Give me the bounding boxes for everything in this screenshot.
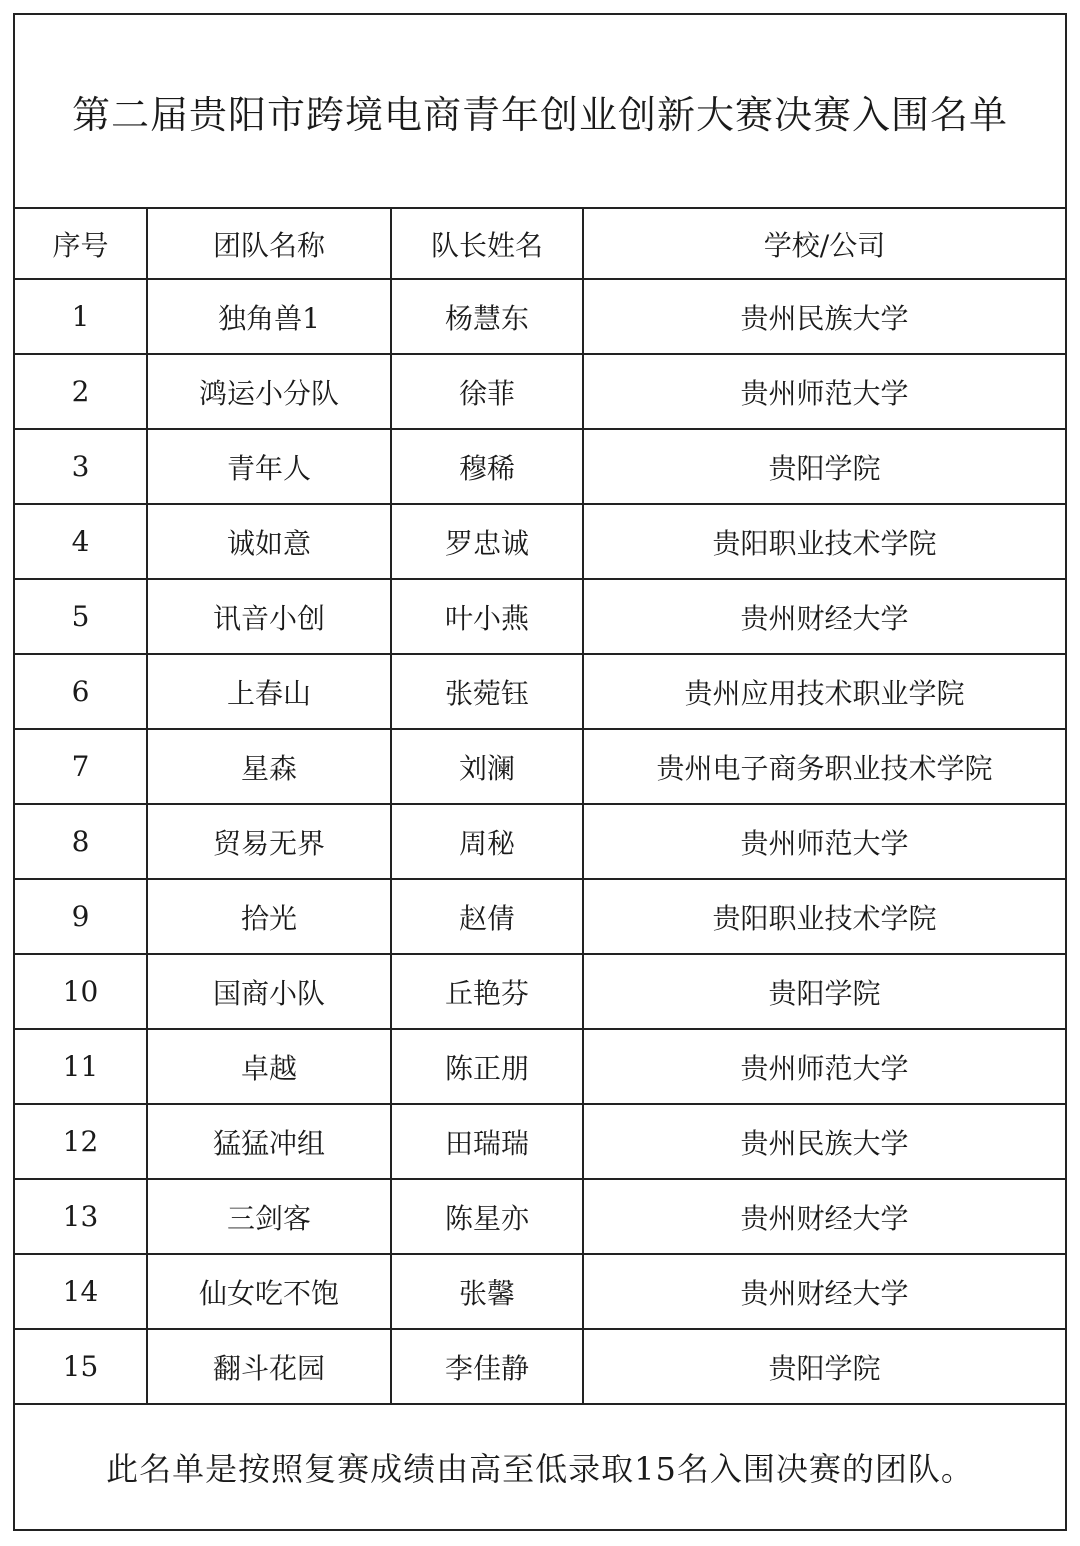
table-row xyxy=(15,804,1065,879)
cell-index: 7 xyxy=(15,729,147,804)
cell-team-name: 猛猛冲组 xyxy=(147,1104,391,1179)
cell-captain-name: 田瑞瑞 xyxy=(391,1104,583,1179)
cell-school-company: 贵阳学院 xyxy=(583,429,1065,504)
table-row xyxy=(15,1029,1065,1104)
cell-team-name: 鸿运小分队 xyxy=(147,354,391,429)
cell-school-company: 贵州师范大学 xyxy=(583,354,1065,429)
cell-index: 13 xyxy=(15,1179,147,1254)
cell-school-company: 贵州财经大学 xyxy=(583,1179,1065,1254)
cell-index: 3 xyxy=(15,429,147,504)
cell-team-name: 独角兽1 xyxy=(147,279,391,354)
document-title: 第二届贵阳市跨境电商青年创业创新大赛决赛入围名单 xyxy=(15,15,1065,209)
cell-school-company: 贵州民族大学 xyxy=(583,279,1065,354)
header-team-name: 团队名称 xyxy=(147,208,391,279)
cell-team-name: 翻斗花园 xyxy=(147,1329,391,1404)
header-school-company: 学校/公司 xyxy=(583,208,1065,279)
cell-index: 1 xyxy=(15,279,147,354)
cell-school-company: 贵州民族大学 xyxy=(583,1104,1065,1179)
table-row xyxy=(15,1104,1065,1179)
cell-school-company: 贵州师范大学 xyxy=(583,804,1065,879)
cell-team-name: 拾光 xyxy=(147,879,391,954)
table-row xyxy=(15,354,1065,429)
cell-team-name: 青年人 xyxy=(147,429,391,504)
cell-school-company: 贵州应用技术职业学院 xyxy=(583,654,1065,729)
cell-captain-name: 徐菲 xyxy=(391,354,583,429)
cell-captain-name: 张菀钰 xyxy=(391,654,583,729)
cell-index: 9 xyxy=(15,879,147,954)
cell-captain-name: 赵倩 xyxy=(391,879,583,954)
table-row xyxy=(15,279,1065,354)
cell-team-name: 上春山 xyxy=(147,654,391,729)
cell-school-company: 贵州师范大学 xyxy=(583,1029,1065,1104)
header-captain-name: 队长姓名 xyxy=(391,208,583,279)
table-body xyxy=(15,279,1065,1404)
cell-school-company: 贵州财经大学 xyxy=(583,1254,1065,1329)
table-row xyxy=(15,654,1065,729)
finalist-table xyxy=(15,207,1065,1405)
cell-school-company: 贵阳学院 xyxy=(583,954,1065,1029)
cell-school-company: 贵阳职业技术学院 xyxy=(583,879,1065,954)
cell-index: 14 xyxy=(15,1254,147,1329)
header-index: 序号 xyxy=(15,208,147,279)
cell-team-name: 三剑客 xyxy=(147,1179,391,1254)
cell-captain-name: 丘艳芬 xyxy=(391,954,583,1029)
cell-captain-name: 张馨 xyxy=(391,1254,583,1329)
cell-team-name: 星森 xyxy=(147,729,391,804)
cell-captain-name: 杨慧东 xyxy=(391,279,583,354)
cell-captain-name: 刘澜 xyxy=(391,729,583,804)
cell-captain-name: 穆稀 xyxy=(391,429,583,504)
cell-school-company: 贵阳职业技术学院 xyxy=(583,504,1065,579)
cell-school-company: 贵州财经大学 xyxy=(583,579,1065,654)
cell-captain-name: 罗忠诚 xyxy=(391,504,583,579)
cell-index: 15 xyxy=(15,1329,147,1404)
cell-captain-name: 李佳静 xyxy=(391,1329,583,1404)
cell-team-name: 诚如意 xyxy=(147,504,391,579)
table-row xyxy=(15,504,1065,579)
cell-team-name: 仙女吃不饱 xyxy=(147,1254,391,1329)
table-row xyxy=(15,954,1065,1029)
cell-team-name: 国商小队 xyxy=(147,954,391,1029)
table-row xyxy=(15,1329,1065,1404)
cell-index: 8 xyxy=(15,804,147,879)
cell-captain-name: 陈星亦 xyxy=(391,1179,583,1254)
cell-school-company: 贵州电子商务职业技术学院 xyxy=(583,729,1065,804)
table-row xyxy=(15,579,1065,654)
cell-index: 12 xyxy=(15,1104,147,1179)
cell-index: 11 xyxy=(15,1029,147,1104)
cell-index: 4 xyxy=(15,504,147,579)
cell-captain-name: 陈正朋 xyxy=(391,1029,583,1104)
cell-school-company: 贵阳学院 xyxy=(583,1329,1065,1404)
cell-team-name: 贸易无界 xyxy=(147,804,391,879)
cell-team-name: 讯音小创 xyxy=(147,579,391,654)
cell-index: 6 xyxy=(15,654,147,729)
table-row xyxy=(15,1254,1065,1329)
cell-index: 2 xyxy=(15,354,147,429)
finalist-list-sheet xyxy=(13,13,1067,1531)
cell-captain-name: 叶小燕 xyxy=(391,579,583,654)
table-row xyxy=(15,429,1065,504)
table-row xyxy=(15,1179,1065,1254)
cell-captain-name: 周秘 xyxy=(391,804,583,879)
footnote: 此名单是按照复赛成绩由高至低录取15名入围决赛的团队。 xyxy=(106,1450,974,1488)
table-row xyxy=(15,879,1065,954)
cell-team-name: 卓越 xyxy=(147,1029,391,1104)
table-header-row xyxy=(15,208,1065,279)
table-row xyxy=(15,729,1065,804)
cell-index: 10 xyxy=(15,954,147,1029)
cell-index: 5 xyxy=(15,579,147,654)
